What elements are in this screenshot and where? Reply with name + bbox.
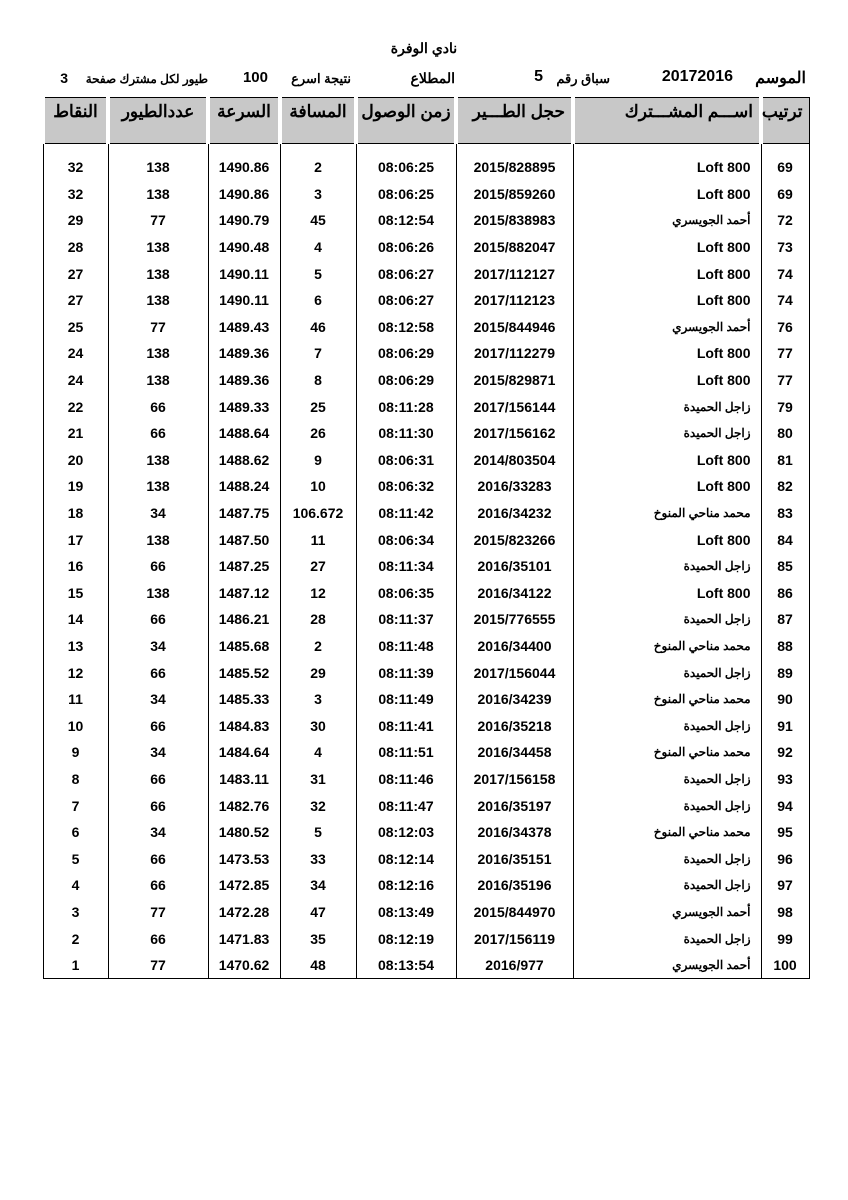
cell-arrival-time: 08:11:41 <box>356 712 456 739</box>
cell-ring: 2016/34232 <box>456 500 573 527</box>
cell-points: 27 <box>43 260 108 287</box>
cell-participant: أحمد الجويسري <box>573 207 761 234</box>
cell-rank: 83 <box>761 500 809 527</box>
cell-speed: 1480.52 <box>208 819 280 846</box>
cell-points: 13 <box>43 633 108 660</box>
cell-points: 6 <box>43 819 108 846</box>
header-ring: حجل الطـــير <box>456 98 573 144</box>
table-row <box>43 287 809 314</box>
table-row <box>43 606 809 633</box>
cell-speed: 1482.76 <box>208 792 280 819</box>
cell-speed: 1487.50 <box>208 526 280 553</box>
table-row <box>43 420 809 447</box>
cell-bird-count: 138 <box>108 526 208 553</box>
cell-ring: 2015/776555 <box>456 606 573 633</box>
header-rank: ترتيب <box>761 98 809 144</box>
cell-rank: 95 <box>761 819 809 846</box>
cell-rank: 94 <box>761 792 809 819</box>
table-row <box>43 659 809 686</box>
cell-distance: 2 <box>280 633 356 660</box>
cell-bird-count: 34 <box>108 500 208 527</box>
cell-bird-count: 34 <box>108 819 208 846</box>
cell-ring: 2016/33283 <box>456 473 573 500</box>
cell-bird-count: 66 <box>108 420 208 447</box>
cell-rank: 72 <box>761 207 809 234</box>
cell-ring: 2015/882047 <box>456 234 573 261</box>
cell-speed: 1485.68 <box>208 633 280 660</box>
header-row <box>43 98 809 144</box>
cell-distance: 9 <box>280 447 356 474</box>
cell-bird-count: 66 <box>108 393 208 420</box>
cell-participant: أحمد الجويسري <box>573 899 761 926</box>
cell-speed: 1488.24 <box>208 473 280 500</box>
cell-distance: 33 <box>280 845 356 872</box>
cell-speed: 1489.36 <box>208 367 280 394</box>
cell-bird-count: 138 <box>108 473 208 500</box>
header-points: النقاط <box>43 98 108 144</box>
cell-speed: 1490.86 <box>208 154 280 181</box>
page-number: 3 <box>60 70 68 86</box>
cell-speed: 1490.48 <box>208 234 280 261</box>
cell-rank: 77 <box>761 367 809 394</box>
cell-points: 21 <box>43 420 108 447</box>
cell-bird-count: 138 <box>108 260 208 287</box>
cell-points: 3 <box>43 899 108 926</box>
table-row <box>43 553 809 580</box>
season-label: الموسم <box>755 70 806 87</box>
cell-bird-count: 34 <box>108 633 208 660</box>
cell-arrival-time: 08:06:34 <box>356 526 456 553</box>
cell-points: 9 <box>43 739 108 766</box>
cell-participant: زاجل الحميدة <box>573 872 761 899</box>
cell-distance: 10 <box>280 473 356 500</box>
cell-arrival-time: 08:06:27 <box>356 287 456 314</box>
cell-rank: 89 <box>761 659 809 686</box>
table-row <box>43 500 809 527</box>
cell-distance: 30 <box>280 712 356 739</box>
cell-distance: 12 <box>280 580 356 607</box>
cell-bird-count: 66 <box>108 553 208 580</box>
cell-rank: 69 <box>761 181 809 208</box>
cell-points: 14 <box>43 606 108 633</box>
cell-rank: 98 <box>761 899 809 926</box>
cell-participant: محمد مناحي المنوخ <box>573 500 761 527</box>
cell-points: 28 <box>43 234 108 261</box>
results-table <box>41 97 810 979</box>
cell-distance: 32 <box>280 792 356 819</box>
cell-arrival-time: 08:06:29 <box>356 340 456 367</box>
cell-ring: 2017/156044 <box>456 659 573 686</box>
cell-participant: Loft 800 <box>573 340 761 367</box>
cell-rank: 97 <box>761 872 809 899</box>
cell-rank: 85 <box>761 553 809 580</box>
cell-participant: Loft 800 <box>573 287 761 314</box>
cell-rank: 82 <box>761 473 809 500</box>
release-point: المطلاع <box>410 70 455 86</box>
cell-rank: 90 <box>761 686 809 713</box>
cell-distance: 8 <box>280 367 356 394</box>
cell-speed: 1487.75 <box>208 500 280 527</box>
cell-distance: 46 <box>280 314 356 341</box>
race-label: سباق رقم <box>556 71 610 86</box>
table-row <box>43 952 809 979</box>
cell-bird-count: 66 <box>108 845 208 872</box>
cell-participant: محمد مناحي المنوخ <box>573 633 761 660</box>
cell-points: 24 <box>43 367 108 394</box>
table-row <box>43 447 809 474</box>
cell-arrival-time: 08:06:29 <box>356 367 456 394</box>
cell-arrival-time: 08:06:32 <box>356 473 456 500</box>
cell-speed: 1486.21 <box>208 606 280 633</box>
cell-bird-count: 34 <box>108 739 208 766</box>
cell-participant: Loft 800 <box>573 234 761 261</box>
cell-speed: 1483.11 <box>208 766 280 793</box>
cell-arrival-time: 08:11:48 <box>356 633 456 660</box>
cell-speed: 1487.12 <box>208 580 280 607</box>
cell-distance: 25 <box>280 393 356 420</box>
cell-rank: 76 <box>761 314 809 341</box>
cell-rank: 73 <box>761 234 809 261</box>
cell-ring: 2015/829871 <box>456 367 573 394</box>
cell-speed: 1472.28 <box>208 899 280 926</box>
cell-arrival-time: 08:06:31 <box>356 447 456 474</box>
cell-rank: 96 <box>761 845 809 872</box>
cell-ring: 2016/35218 <box>456 712 573 739</box>
race-number: 5 <box>534 68 543 85</box>
table-row <box>43 686 809 713</box>
cell-rank: 86 <box>761 580 809 607</box>
cell-distance: 106.672 <box>280 500 356 527</box>
cell-participant: محمد مناحي المنوخ <box>573 739 761 766</box>
cell-ring: 2015/844970 <box>456 899 573 926</box>
cell-participant: زاجل الحميدة <box>573 792 761 819</box>
cell-participant: زاجل الحميدة <box>573 606 761 633</box>
cell-speed: 1487.25 <box>208 553 280 580</box>
table-row <box>43 340 809 367</box>
table-row <box>43 526 809 553</box>
cell-ring: 2016/34122 <box>456 580 573 607</box>
cell-rank: 84 <box>761 526 809 553</box>
cell-arrival-time: 08:11:37 <box>356 606 456 633</box>
cell-points: 8 <box>43 766 108 793</box>
cell-ring: 2016/977 <box>456 952 573 979</box>
cell-arrival-time: 08:11:39 <box>356 659 456 686</box>
cell-points: 17 <box>43 526 108 553</box>
table-row <box>43 899 809 926</box>
cell-distance: 45 <box>280 207 356 234</box>
cell-rank: 100 <box>761 952 809 979</box>
cell-bird-count: 77 <box>108 314 208 341</box>
cell-points: 32 <box>43 181 108 208</box>
cell-distance: 5 <box>280 819 356 846</box>
cell-participant: زاجل الحميدة <box>573 925 761 952</box>
cell-distance: 34 <box>280 872 356 899</box>
cell-participant: Loft 800 <box>573 580 761 607</box>
header-arrival-time: زمن الوصول <box>356 98 456 144</box>
cell-speed: 1490.11 <box>208 287 280 314</box>
cell-ring: 2017/112123 <box>456 287 573 314</box>
table-row <box>43 845 809 872</box>
cell-distance: 47 <box>280 899 356 926</box>
cell-bird-count: 138 <box>108 181 208 208</box>
cell-points: 20 <box>43 447 108 474</box>
cell-points: 11 <box>43 686 108 713</box>
cell-speed: 1470.62 <box>208 952 280 979</box>
cell-ring: 2017/112279 <box>456 340 573 367</box>
table-row <box>43 367 809 394</box>
cell-participant: زاجل الحميدة <box>573 553 761 580</box>
cell-bird-count: 138 <box>108 447 208 474</box>
cell-distance: 5 <box>280 260 356 287</box>
cell-bird-count: 66 <box>108 766 208 793</box>
header-speed: السرعة <box>208 98 280 144</box>
cell-distance: 3 <box>280 181 356 208</box>
cell-bird-count: 66 <box>108 606 208 633</box>
cell-speed: 1490.79 <box>208 207 280 234</box>
table-row <box>43 260 809 287</box>
cell-rank: 69 <box>761 154 809 181</box>
cell-ring: 2016/34239 <box>456 686 573 713</box>
cell-ring: 2017/156162 <box>456 420 573 447</box>
cell-arrival-time: 08:12:16 <box>356 872 456 899</box>
cell-bird-count: 66 <box>108 712 208 739</box>
cell-participant: زاجل الحميدة <box>573 659 761 686</box>
table-row <box>43 181 809 208</box>
table-row <box>43 766 809 793</box>
cell-arrival-time: 08:13:49 <box>356 899 456 926</box>
table-row <box>43 792 809 819</box>
cell-points: 5 <box>43 845 108 872</box>
cell-distance: 27 <box>280 553 356 580</box>
cell-rank: 77 <box>761 340 809 367</box>
cell-arrival-time: 08:11:51 <box>356 739 456 766</box>
per-participant-label: طيور لكل مشترك صفحة <box>85 72 208 86</box>
result-count: 100 <box>242 69 268 86</box>
cell-distance: 35 <box>280 925 356 952</box>
cell-ring: 2016/34378 <box>456 819 573 846</box>
cell-speed: 1490.86 <box>208 181 280 208</box>
cell-arrival-time: 08:12:54 <box>356 207 456 234</box>
cell-ring: 2016/35101 <box>456 553 573 580</box>
table-row <box>43 580 809 607</box>
cell-arrival-time: 08:11:42 <box>356 500 456 527</box>
cell-arrival-time: 08:12:58 <box>356 314 456 341</box>
header-bird-count: عددالطيور <box>108 98 208 144</box>
cell-ring: 2017/156144 <box>456 393 573 420</box>
cell-ring: 2017/112127 <box>456 260 573 287</box>
cell-speed: 1490.11 <box>208 260 280 287</box>
header-participant: اســـم المشـــترك <box>573 98 761 144</box>
cell-participant: زاجل الحميدة <box>573 420 761 447</box>
season-value: 20172016 <box>661 68 733 85</box>
cell-points: 2 <box>43 925 108 952</box>
cell-ring: 2016/35196 <box>456 872 573 899</box>
cell-distance: 28 <box>280 606 356 633</box>
table-row <box>43 739 809 766</box>
cell-participant: Loft 800 <box>573 181 761 208</box>
cell-bird-count: 77 <box>108 207 208 234</box>
cell-bird-count: 77 <box>108 899 208 926</box>
cell-points: 12 <box>43 659 108 686</box>
cell-ring: 2015/823266 <box>456 526 573 553</box>
cell-speed: 1488.62 <box>208 447 280 474</box>
cell-points: 10 <box>43 712 108 739</box>
cell-arrival-time: 08:11:49 <box>356 686 456 713</box>
cell-ring: 2016/34400 <box>456 633 573 660</box>
cell-points: 19 <box>43 473 108 500</box>
cell-points: 1 <box>43 952 108 979</box>
cell-ring: 2017/156158 <box>456 766 573 793</box>
cell-rank: 81 <box>761 447 809 474</box>
cell-speed: 1473.53 <box>208 845 280 872</box>
cell-ring: 2015/828895 <box>456 154 573 181</box>
table-row <box>43 393 809 420</box>
cell-participant: محمد مناحي المنوخ <box>573 686 761 713</box>
cell-distance: 6 <box>280 287 356 314</box>
cell-bird-count: 77 <box>108 952 208 979</box>
cell-arrival-time: 08:11:34 <box>356 553 456 580</box>
cell-rank: 74 <box>761 287 809 314</box>
cell-points: 25 <box>43 314 108 341</box>
cell-distance: 29 <box>280 659 356 686</box>
cell-participant: محمد مناحي المنوخ <box>573 819 761 846</box>
cell-points: 16 <box>43 553 108 580</box>
cell-rank: 93 <box>761 766 809 793</box>
cell-speed: 1489.33 <box>208 393 280 420</box>
cell-speed: 1484.83 <box>208 712 280 739</box>
cell-ring: 2016/34458 <box>456 739 573 766</box>
cell-participant: Loft 800 <box>573 473 761 500</box>
cell-bird-count: 138 <box>108 154 208 181</box>
cell-participant: Loft 800 <box>573 526 761 553</box>
cell-arrival-time: 08:12:14 <box>356 845 456 872</box>
cell-bird-count: 138 <box>108 287 208 314</box>
cell-points: 18 <box>43 500 108 527</box>
cell-bird-count: 66 <box>108 659 208 686</box>
header-distance: المسافة <box>280 98 356 144</box>
cell-rank: 79 <box>761 393 809 420</box>
cell-points: 29 <box>43 207 108 234</box>
cell-ring: 2016/35197 <box>456 792 573 819</box>
cell-distance: 48 <box>280 952 356 979</box>
table-row <box>43 473 809 500</box>
cell-participant: Loft 800 <box>573 447 761 474</box>
cell-speed: 1488.64 <box>208 420 280 447</box>
table-row <box>43 207 809 234</box>
cell-points: 4 <box>43 872 108 899</box>
cell-participant: زاجل الحميدة <box>573 845 761 872</box>
cell-ring: 2016/35151 <box>456 845 573 872</box>
result-label: نتيجة اسرع <box>291 71 351 86</box>
cell-arrival-time: 08:06:26 <box>356 234 456 261</box>
cell-arrival-time: 08:11:30 <box>356 420 456 447</box>
cell-bird-count: 138 <box>108 340 208 367</box>
cell-participant: زاجل الحميدة <box>573 712 761 739</box>
cell-ring: 2015/838983 <box>456 207 573 234</box>
cell-speed: 1472.85 <box>208 872 280 899</box>
cell-points: 24 <box>43 340 108 367</box>
cell-rank: 74 <box>761 260 809 287</box>
cell-ring: 2015/859260 <box>456 181 573 208</box>
cell-distance: 11 <box>280 526 356 553</box>
cell-points: 15 <box>43 580 108 607</box>
cell-distance: 2 <box>280 154 356 181</box>
table-row <box>43 712 809 739</box>
cell-rank: 92 <box>761 739 809 766</box>
cell-bird-count: 138 <box>108 234 208 261</box>
table-row <box>43 819 809 846</box>
cell-participant: Loft 800 <box>573 260 761 287</box>
cell-speed: 1489.43 <box>208 314 280 341</box>
cell-points: 27 <box>43 287 108 314</box>
table-row <box>43 633 809 660</box>
cell-points: 32 <box>43 154 108 181</box>
cell-rank: 87 <box>761 606 809 633</box>
cell-ring: 2015/844946 <box>456 314 573 341</box>
cell-arrival-time: 08:12:19 <box>356 925 456 952</box>
cell-bird-count: 66 <box>108 872 208 899</box>
cell-speed: 1489.36 <box>208 340 280 367</box>
cell-distance: 4 <box>280 739 356 766</box>
cell-participant: أحمد الجويسري <box>573 952 761 979</box>
cell-bird-count: 66 <box>108 792 208 819</box>
cell-bird-count: 66 <box>108 925 208 952</box>
table-row <box>43 314 809 341</box>
table-row <box>43 234 809 261</box>
cell-arrival-time: 08:06:27 <box>356 260 456 287</box>
club-title: نادي الوفرة <box>390 40 458 56</box>
table-row <box>43 154 809 181</box>
cell-bird-count: 138 <box>108 580 208 607</box>
cell-arrival-time: 08:11:28 <box>356 393 456 420</box>
cell-speed: 1484.64 <box>208 739 280 766</box>
cell-participant: أحمد الجويسري <box>573 314 761 341</box>
cell-points: 7 <box>43 792 108 819</box>
cell-arrival-time: 08:06:25 <box>356 181 456 208</box>
cell-speed: 1471.83 <box>208 925 280 952</box>
cell-speed: 1485.52 <box>208 659 280 686</box>
cell-speed: 1485.33 <box>208 686 280 713</box>
cell-participant: زاجل الحميدة <box>573 393 761 420</box>
cell-distance: 26 <box>280 420 356 447</box>
cell-rank: 91 <box>761 712 809 739</box>
cell-rank: 80 <box>761 420 809 447</box>
cell-distance: 3 <box>280 686 356 713</box>
cell-arrival-time: 08:11:47 <box>356 792 456 819</box>
cell-distance: 4 <box>280 234 356 261</box>
cell-points: 22 <box>43 393 108 420</box>
cell-bird-count: 34 <box>108 686 208 713</box>
cell-participant: Loft 800 <box>573 367 761 394</box>
cell-arrival-time: 08:06:35 <box>356 580 456 607</box>
cell-distance: 7 <box>280 340 356 367</box>
cell-ring: 2014/803504 <box>456 447 573 474</box>
table-row <box>43 925 809 952</box>
cell-rank: 99 <box>761 925 809 952</box>
cell-arrival-time: 08:11:46 <box>356 766 456 793</box>
cell-bird-count: 138 <box>108 367 208 394</box>
cell-arrival-time: 08:12:03 <box>356 819 456 846</box>
cell-participant: Loft 800 <box>573 154 761 181</box>
cell-participant: زاجل الحميدة <box>573 766 761 793</box>
cell-arrival-time: 08:13:54 <box>356 952 456 979</box>
cell-arrival-time: 08:06:25 <box>356 154 456 181</box>
table-row <box>43 872 809 899</box>
cell-ring: 2017/156119 <box>456 925 573 952</box>
cell-rank: 88 <box>761 633 809 660</box>
cell-distance: 31 <box>280 766 356 793</box>
